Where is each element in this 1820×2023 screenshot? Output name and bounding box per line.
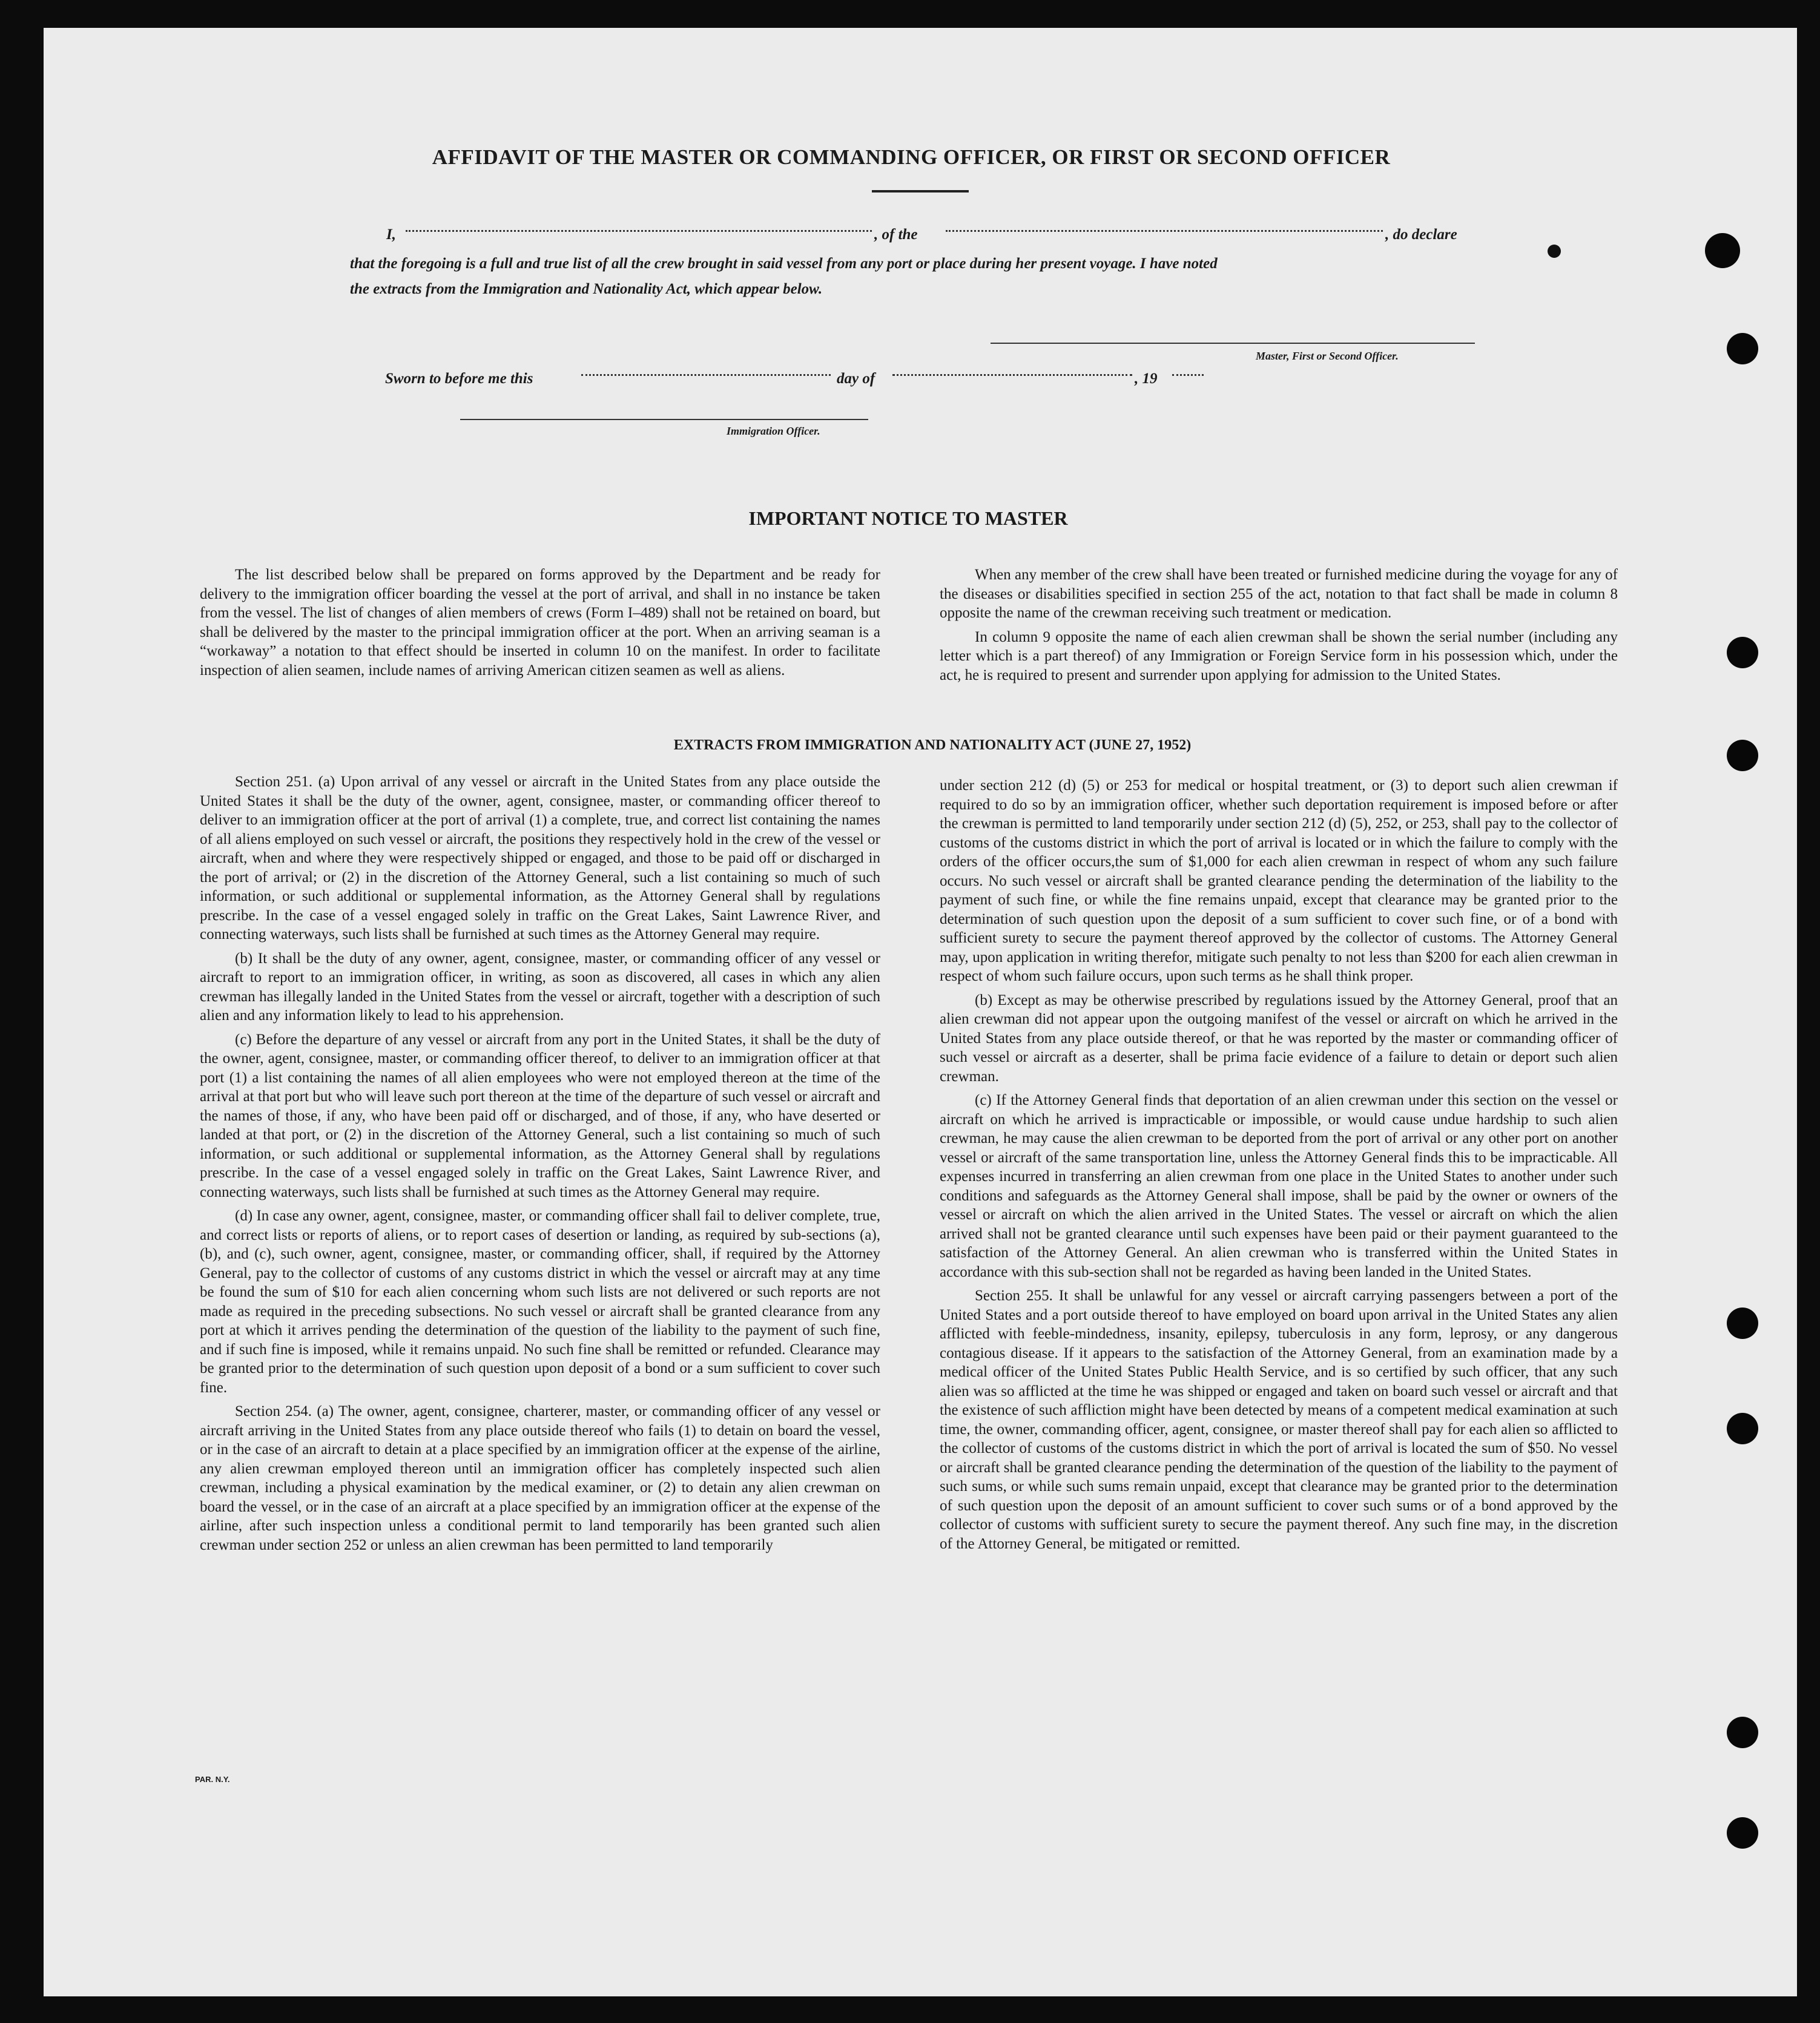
- notice-right-paragraph-1: When any member of the crew shall have been treated or furnished medicine during the voyage for any of the diseases or disabilities specified in section 255 of the act, notation to that fact shall be made in column 8 opposite the name of the crewman receiving such treatment or medication.: [940, 567, 1618, 621]
- extracts-right-column: [940, 776, 1618, 1558]
- master-signature-label: Master, First or Second Officer.: [1256, 350, 1399, 362]
- notice-left-column: [200, 565, 880, 685]
- section-251-c: (c) Before the departure of any vessel or aircraft from any port in the United States, it shall be the duty of the owner, agent, consignee, master, or commanding officer thereof, to deliver to an immigration officer at that port (1) a list containing the names of all alien employees who were not employed thereon at the time of the arrival at that port but who will leave such port thereon at the time of the departure of such vessel or aircraft and the names of those, if any, who have been paid off or discharged, and of those, if any, who have deserted or landed at that port, or (2) in the discretion of the Attorney General, such a list containing so much of such information, or such additional or supplemental information, as the Attorney General shall by regulations prescribe. In the case of a vessel engaged solely in traffic on the Great Lakes, Saint Lawrence River, and connecting waterways, such lists shall be furnished at such times as the Attorney General may require.: [200, 1031, 880, 1200]
- sworn-day-of: day of: [837, 370, 875, 387]
- sworn-year-blank: [1172, 374, 1204, 376]
- binder-hole: [1727, 637, 1758, 668]
- affidavit-line-2: that the foregoing is a full and true list of all the crew brought in said vessel from any port or place during her present voyage. I have noted: [350, 255, 1218, 272]
- binder-hole: [1705, 233, 1740, 268]
- binder-hole: [1727, 1413, 1758, 1444]
- sworn-year: , 19: [1135, 370, 1158, 387]
- affidavit-of-the: , of the: [874, 226, 918, 243]
- extracts-left-column: [200, 772, 880, 1559]
- extracts-title: EXTRACTS FROM IMMIGRATION AND NATIONALITY ACT (JUNE 27, 1952): [673, 737, 1192, 753]
- notice-left-paragraph: The list described below shall be prepared on forms approved by the Department and be ready for delivery to the immigration officer boarding the vessel at the port of arrival, and shall in no instance be taken from the vessel. The list of changes of alien members of crews (Form I–489) shall not be retained on board, but shall be delivered by the master to the principal immigration officer at the port. When an arriving seaman is a “workaway” a notation to that effect should be inserted in column 10 on the manifest. In order to facilitate inspection of alien seamen, include names of arriving American citizen seamen as well as aliens.: [200, 567, 880, 679]
- section-255: Section 255. It shall be unlawful for any vessel or aircraft carrying passengers between a port of the United States and a port outside thereof to have employed on board upon arrival in the United States any alien afflicted with feeble-mindedness, insanity, epilepsy, tuberculosis in any form, leprosy, or any dangerous contagious disease. If it appears to the satisfaction of the Attorney General, from an examination made by a medical officer of the United States Public Health Service, and is so certified by such officer, that any such alien was so afflicted at the time he was shipped or engaged and taken on board such vessel or aircraft and that the existence of such affliction might have been detected by means of a competent medical examination at such time, the owner, commanding officer, agent, consignee, or master thereof shall pay for each alien so afflicted to the collector of customs of the customs district in which the port of arrival is located the sum of $50. No vessel or aircraft shall be granted clearance pending the determination of the question of the liability to the payment of such sums, or while such sums remain unpaid, except that clearance may be granted prior to the determination of such question upon the deposit of an amount sufficient to cover such sums or of a bond approved by the collector of customs with sufficient surety to secure the payment thereof. Any such fine may, in the discretion of the Attorney General, be mitigated or remitted.: [940, 1288, 1618, 1552]
- section-254-c: (c) If the Attorney General finds that deportation of an alien crewman under this section on the vessel or aircraft on which he arrived is impracticable or impossible, or would cause undue hardship to such alien crewman, he may cause the alien crewman to be deported from the port of arrival or any other port on another vessel or aircraft of the same transportation line, unless the Attorney General finds this to be impracticable. All expenses incurred in transferring an alien crewman from one place in the United States to another under such conditions and safeguards as the Attorney General shall impose, shall be paid by the owner or owners of the vessel or aircraft on which the alien arrived in the United States. The vessel or aircraft on which the alien arrived shall not be granted clearance until such expenses have been paid or their payment guaranteed to the satisfaction of the Attorney General. An alien crewman who is transferred within the United States in accordance with this sub-section shall not be regarded as having been landed in the United States.: [940, 1092, 1618, 1280]
- section-254-b: (b) Except as may be otherwise prescribed by regulations issued by the Attorney General, proof that an alien crewman did not appear upon the outgoing manifest of the vessel or aircraft on which he arrived in the United States from any place outside thereof, or that he was reported by the master or commanding officer of such vessel or aircraft as a deserter, shall be prima facie evidence of a failure to detain or deport such alien crewman.: [940, 992, 1618, 1085]
- ink-speck: [1548, 245, 1561, 258]
- binder-hole: [1727, 1717, 1758, 1748]
- notice-right-paragraph-2: In column 9 opposite the name of each alien crewman shall be shown the serial number (including any letter which is a part thereof) of any Immigration or Foreign Service form in his possession which, under the act, he is required to present and surrender upon applying for admission to the United States.: [940, 628, 1618, 683]
- officer-signature-label: Immigration Officer.: [727, 425, 820, 437]
- binder-hole: [1727, 1308, 1758, 1339]
- notice-title: IMPORTANT NOTICE TO MASTER: [748, 507, 1068, 529]
- binder-hole: [1727, 333, 1758, 364]
- binder-hole: [1727, 740, 1758, 771]
- binder-hole: [1727, 1817, 1758, 1849]
- section-251-a: Section 251. (a) Upon arrival of any vessel or aircraft in the United States from any place outside the United States it shall be the duty of the owner, agent, consignee, master, or commanding officer thereof to deliver to an immigration officer at the port of arrival (1) a complete, true, and correct list containing the names of all aliens employed on such vessel or aircraft, the positions they respectively hold in the crew of the vessel or aircraft, when and where they were respectively shipped or engaged, and those to be paid off or discharged in the port of arrival; or (2) in the discretion of the Attorney General, such a list containing so much of such information, or such additional or supplemental information, as the Attorney General shall by regulations prescribe. In the case of a vessel engaged solely in traffic on the Great Lakes, Saint Lawrence River, and connecting waterways, such lists shall be furnished at such times as the Attorney General may require.: [200, 774, 880, 942]
- section-251-d: (d) In case any owner, agent, consignee, master, or commanding officer shall fail to deliver complete, true, and correct lists or reports of aliens, or to report cases of desertion or landing, as required by sub-sections (a), (b), and (c), such owner, agent, consignee, master, or commanding officer, shall, if required by the Attorney General, pay to the collector of customs of any customs district in which the vessel or aircraft may at any time be found the sum of $10 for each alien concerning whom such lists are not delivered or such reports are not made as required in the preceding subsections. No such vessel or aircraft shall be granted clearance from any port at which it arrives pending the determination of the question of the liability to the payment of such fine, and if such fine is imposed, while it remains unpaid. No such fine shall be remitted or refunded. Clearance may be granted prior to the determination of such question upon deposit of a bond or a sum sufficient to cover such fine.: [200, 1208, 880, 1396]
- position-blank: [946, 230, 1383, 232]
- officer-signature-line: [460, 419, 868, 420]
- affidavit-title: AFFIDAVIT OF THE MASTER OR COMMANDING OFFICER, OR FIRST OR SECOND OFFICER: [432, 145, 1391, 169]
- section-251-b: (b) It shall be the duty of any owner, agent, consignee, master, or commanding officer of any vessel or aircraft to report to an immigration officer, in writing, as soon as discovered, all cases in which any alien crewman has illegally landed in the United States from the vessel or aircraft, together with a description of such alien and any information likely to lead to his apprehension.: [200, 950, 880, 1024]
- affidavit-i: I,: [386, 226, 396, 243]
- affidavit-line-3: the extracts from the Immigration and Nationality Act, which appear below.: [350, 281, 823, 297]
- title-divider: [872, 190, 969, 192]
- master-signature-line: [991, 343, 1475, 344]
- notice-right-column: [940, 565, 1618, 689]
- affidavit-do-declare: , do declare: [1385, 226, 1457, 243]
- printer-mark: PAR. N.Y.: [195, 1775, 230, 1784]
- section-254-a: Section 254. (a) The owner, agent, consignee, charterer, master, or commanding officer of any vessel or aircraft arriving in the United States from any place outside thereof who fails (1) to detain on board the vessel, or in the case of an aircraft to detain at a place specified by an immigration officer at the expense of the airline, any alien crewman employed thereon until an immigration officer has completely inspected such alien crewman, including a physical examination by the medical examiner, or (2) to detain any alien crewman on board the vessel, or in the case of an aircraft at a place specified by an immigration officer at the expense of the airline, after such inspection unless a conditional permit to land temporarily has been granted such alien crewman under section 252 or unless an alien crewman has been permitted to land temporarily: [200, 1403, 880, 1553]
- name-blank: [406, 230, 872, 232]
- section-254-a-continued: under section 212 (d) (5) or 253 for medical or hospital treatment, or (3) to deport such alien crewman if required to do so by an immigration officer, whether such deportation requirement is imposed before or after the crewman is permitted to land temporarily under section 212 (d) (5), 252, or 253, shall pay to the collector of customs of the customs district in which the port of arrival is located or in which the failure to comply with the orders of the officer occurs,the sum of $1,000 for each alien crewman in respect of whom any such failure occurs. No such vessel or aircraft shall be granted clearance pending the determination of the liability to the payment of such fine, or while the fine remains unpaid, except that clearance may be granted prior to the determination of such question upon the deposit of a sum sufficient to cover such fine, or of a bond with sufficient surety to secure the payment thereof approved by the collector of customs. The Attorney General may, upon application in writing therefor, mitigate such penalty to not less than $200 for each alien crewman in respect of whom such failure occurs, upon such terms as he shall think proper.: [940, 777, 1618, 984]
- sworn-prefix: Sworn to before me this: [385, 370, 533, 387]
- sworn-month-blank: [892, 374, 1132, 376]
- sworn-day-blank: [581, 374, 831, 376]
